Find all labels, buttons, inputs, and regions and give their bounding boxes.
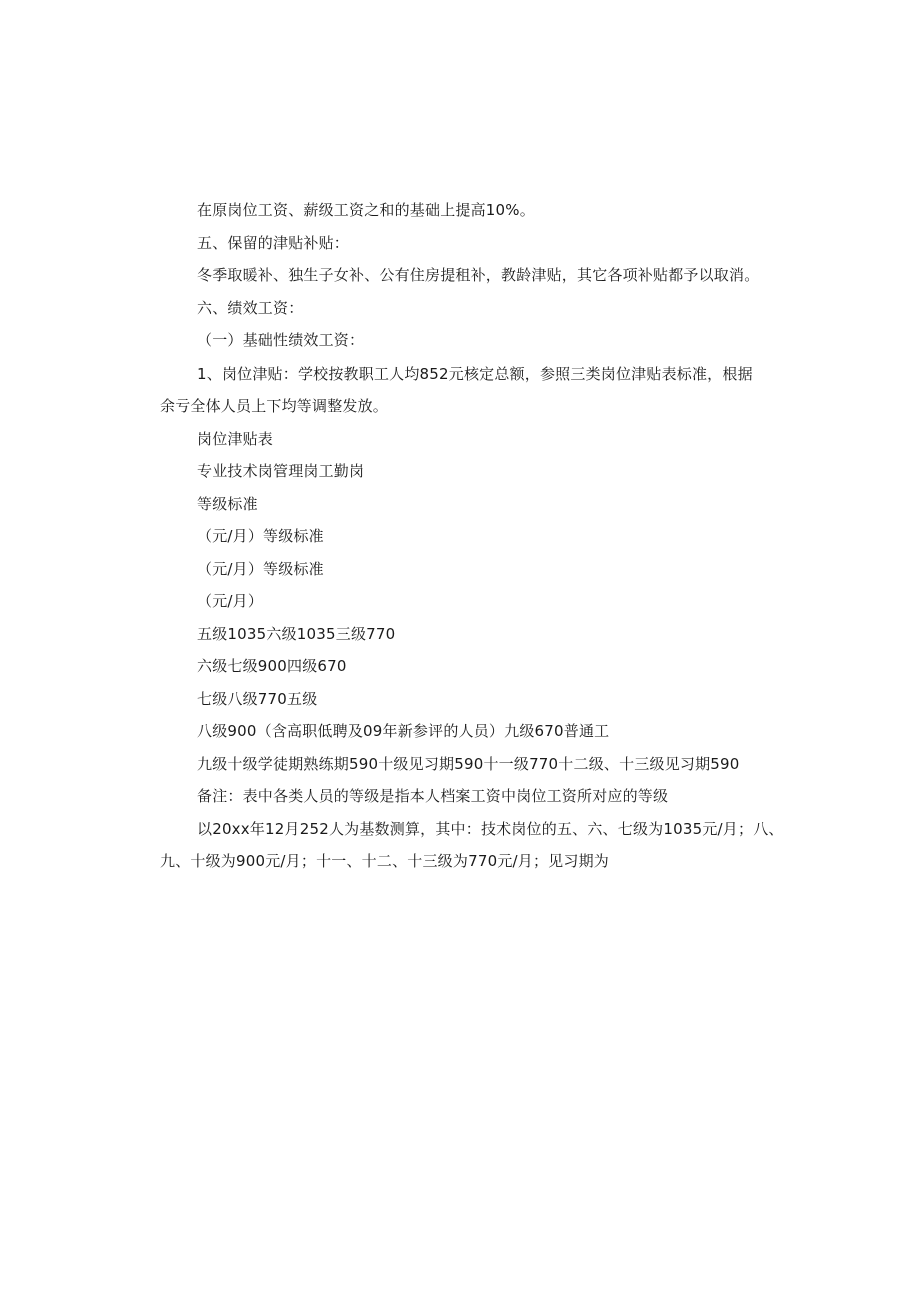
paragraph-post-allowance-cont: 余亏全体人员上下均等调整发放。 — [160, 397, 389, 415]
paragraph-post-allowance: 1、岗位津贴：学校按教职工人均852元核定总额，参照三类岗位津贴表标准，根据 — [197, 365, 753, 383]
table-note: 备注：表中各类人员的等级是指本人档案工资中岗位工资所对应的等级 — [197, 787, 669, 805]
paragraph-calculation-cont: 九、十级为900元/月；十一、十二、十三级为770元/月；见习期为 — [160, 852, 609, 870]
paragraph-salary-increase: 在原岗位工资、薪级工资之和的基础上提高10%。 — [197, 201, 535, 219]
table-row: 八级900（含高职低聘及09年新参评的人员）九级670普通工 — [197, 722, 610, 740]
table-row: 六级七级900四级670 — [197, 657, 347, 675]
table-header-categories: 专业技术岗管理岗工勤岗 — [197, 462, 365, 480]
heading-performance-salary: 六、绩效工资： — [197, 299, 304, 317]
table-row: 七级八级770五级 — [197, 690, 318, 708]
paragraph-allowances-list: 冬季取暖补、独生子女补、公有住房提租补，教龄津贴，其它各项补贴都予以取消。 — [197, 266, 760, 284]
subheading-basic-performance: （一）基础性绩效工资： — [197, 331, 365, 349]
table-title: 岗位津贴表 — [197, 430, 274, 448]
table-header-unit-1: （元/月）等级标准 — [197, 527, 324, 545]
heading-retained-allowances: 五、保留的津贴补贴： — [197, 234, 350, 252]
table-row: 五级1035六级1035三级770 — [197, 625, 396, 643]
table-row: 九级十级学徒期熟练期590十级见习期590十一级770十二级、十三级见习期590 — [197, 755, 740, 773]
table-header-unit-2: （元/月）等级标准 — [197, 560, 324, 578]
table-header-standard: 等级标准 — [197, 495, 258, 513]
table-header-unit-3: （元/月） — [197, 592, 264, 610]
paragraph-calculation: 以20xx年12月252人为基数测算，其中：技术岗位的五、六、七级为1035元/月；八、 — [197, 820, 784, 838]
